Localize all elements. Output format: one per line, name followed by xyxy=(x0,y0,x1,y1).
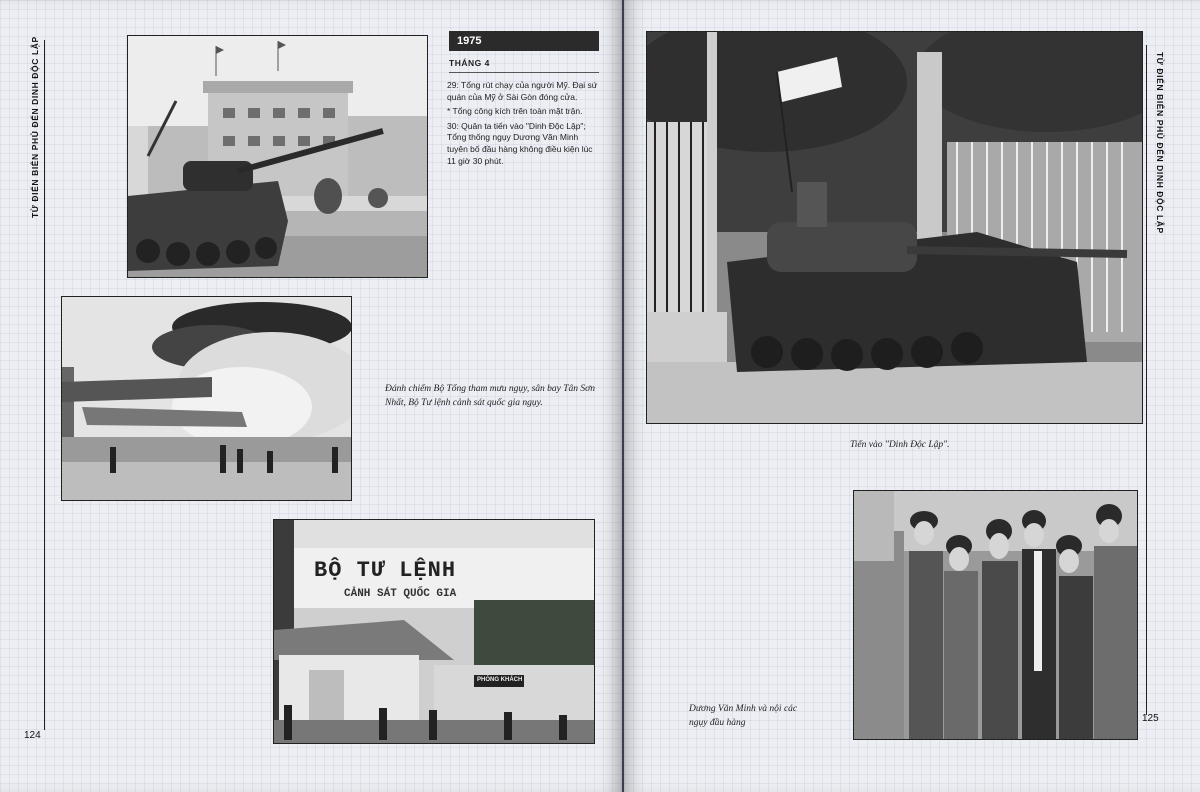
photo-tank-at-headquarters xyxy=(127,35,428,278)
month-rule xyxy=(449,72,599,73)
year-heading: 1975 xyxy=(449,31,599,51)
right-margin-rule xyxy=(1146,45,1147,715)
photo-tank-palace-gate xyxy=(646,31,1143,424)
photo-caption-left: Đánh chiếm Bộ Tổng tham mưu ngụy, sân bay Tân Sơn Nhất, Bộ Tư lệnh cảnh sát quốc gia ngụy. xyxy=(385,384,596,408)
sign-sub-text: CẢNH SÁT QUỐC GIA xyxy=(344,588,457,600)
photo-police-headquarters xyxy=(273,519,595,744)
left-margin-rule xyxy=(44,40,45,730)
right-page xyxy=(624,0,1200,792)
chronology-events xyxy=(447,80,599,170)
left-running-title: TỪ ĐIỂN BIÊN PHỦ ĐẾN DINH ĐỘC LẬP xyxy=(30,36,40,218)
chronology-event: * Tổng công kích trên toàn mặt trận. xyxy=(447,106,583,117)
sign-main-text: BỘ TƯ LỆNH xyxy=(314,558,457,583)
month-heading: THÁNG 4 xyxy=(449,58,490,68)
photo-surrender-group xyxy=(853,490,1138,740)
chronology-event: 29: Tổng rút chạy của người Mỹ. Đại sứ quán của Mỹ ở Sài Gòn đóng cửa. xyxy=(447,80,598,102)
left-page-number: 124 xyxy=(24,730,41,741)
right-running-title: TỪ ĐIỂN BIÊN PHỦ ĐẾN DINH ĐỘC LẬP xyxy=(1155,52,1165,234)
tank-caption: Tiến vào "Dinh Độc Lập". xyxy=(850,440,950,450)
chronology-event: 30: Quân ta tiến vào "Dinh Độc Lập"; Tổng thống ngụy Dương Văn Minh tuyên bố đầu hàng không điều kiện lúc 11 giờ 30 phút. xyxy=(447,120,593,166)
right-page-number: 125 xyxy=(1142,713,1159,724)
sign-small-text: PHÒNG KHÁCH xyxy=(477,677,523,683)
surrender-caption: Dương Văn Minh và nội các ngụy đầu hàng xyxy=(689,704,798,728)
photo-airport-battle xyxy=(61,296,352,501)
